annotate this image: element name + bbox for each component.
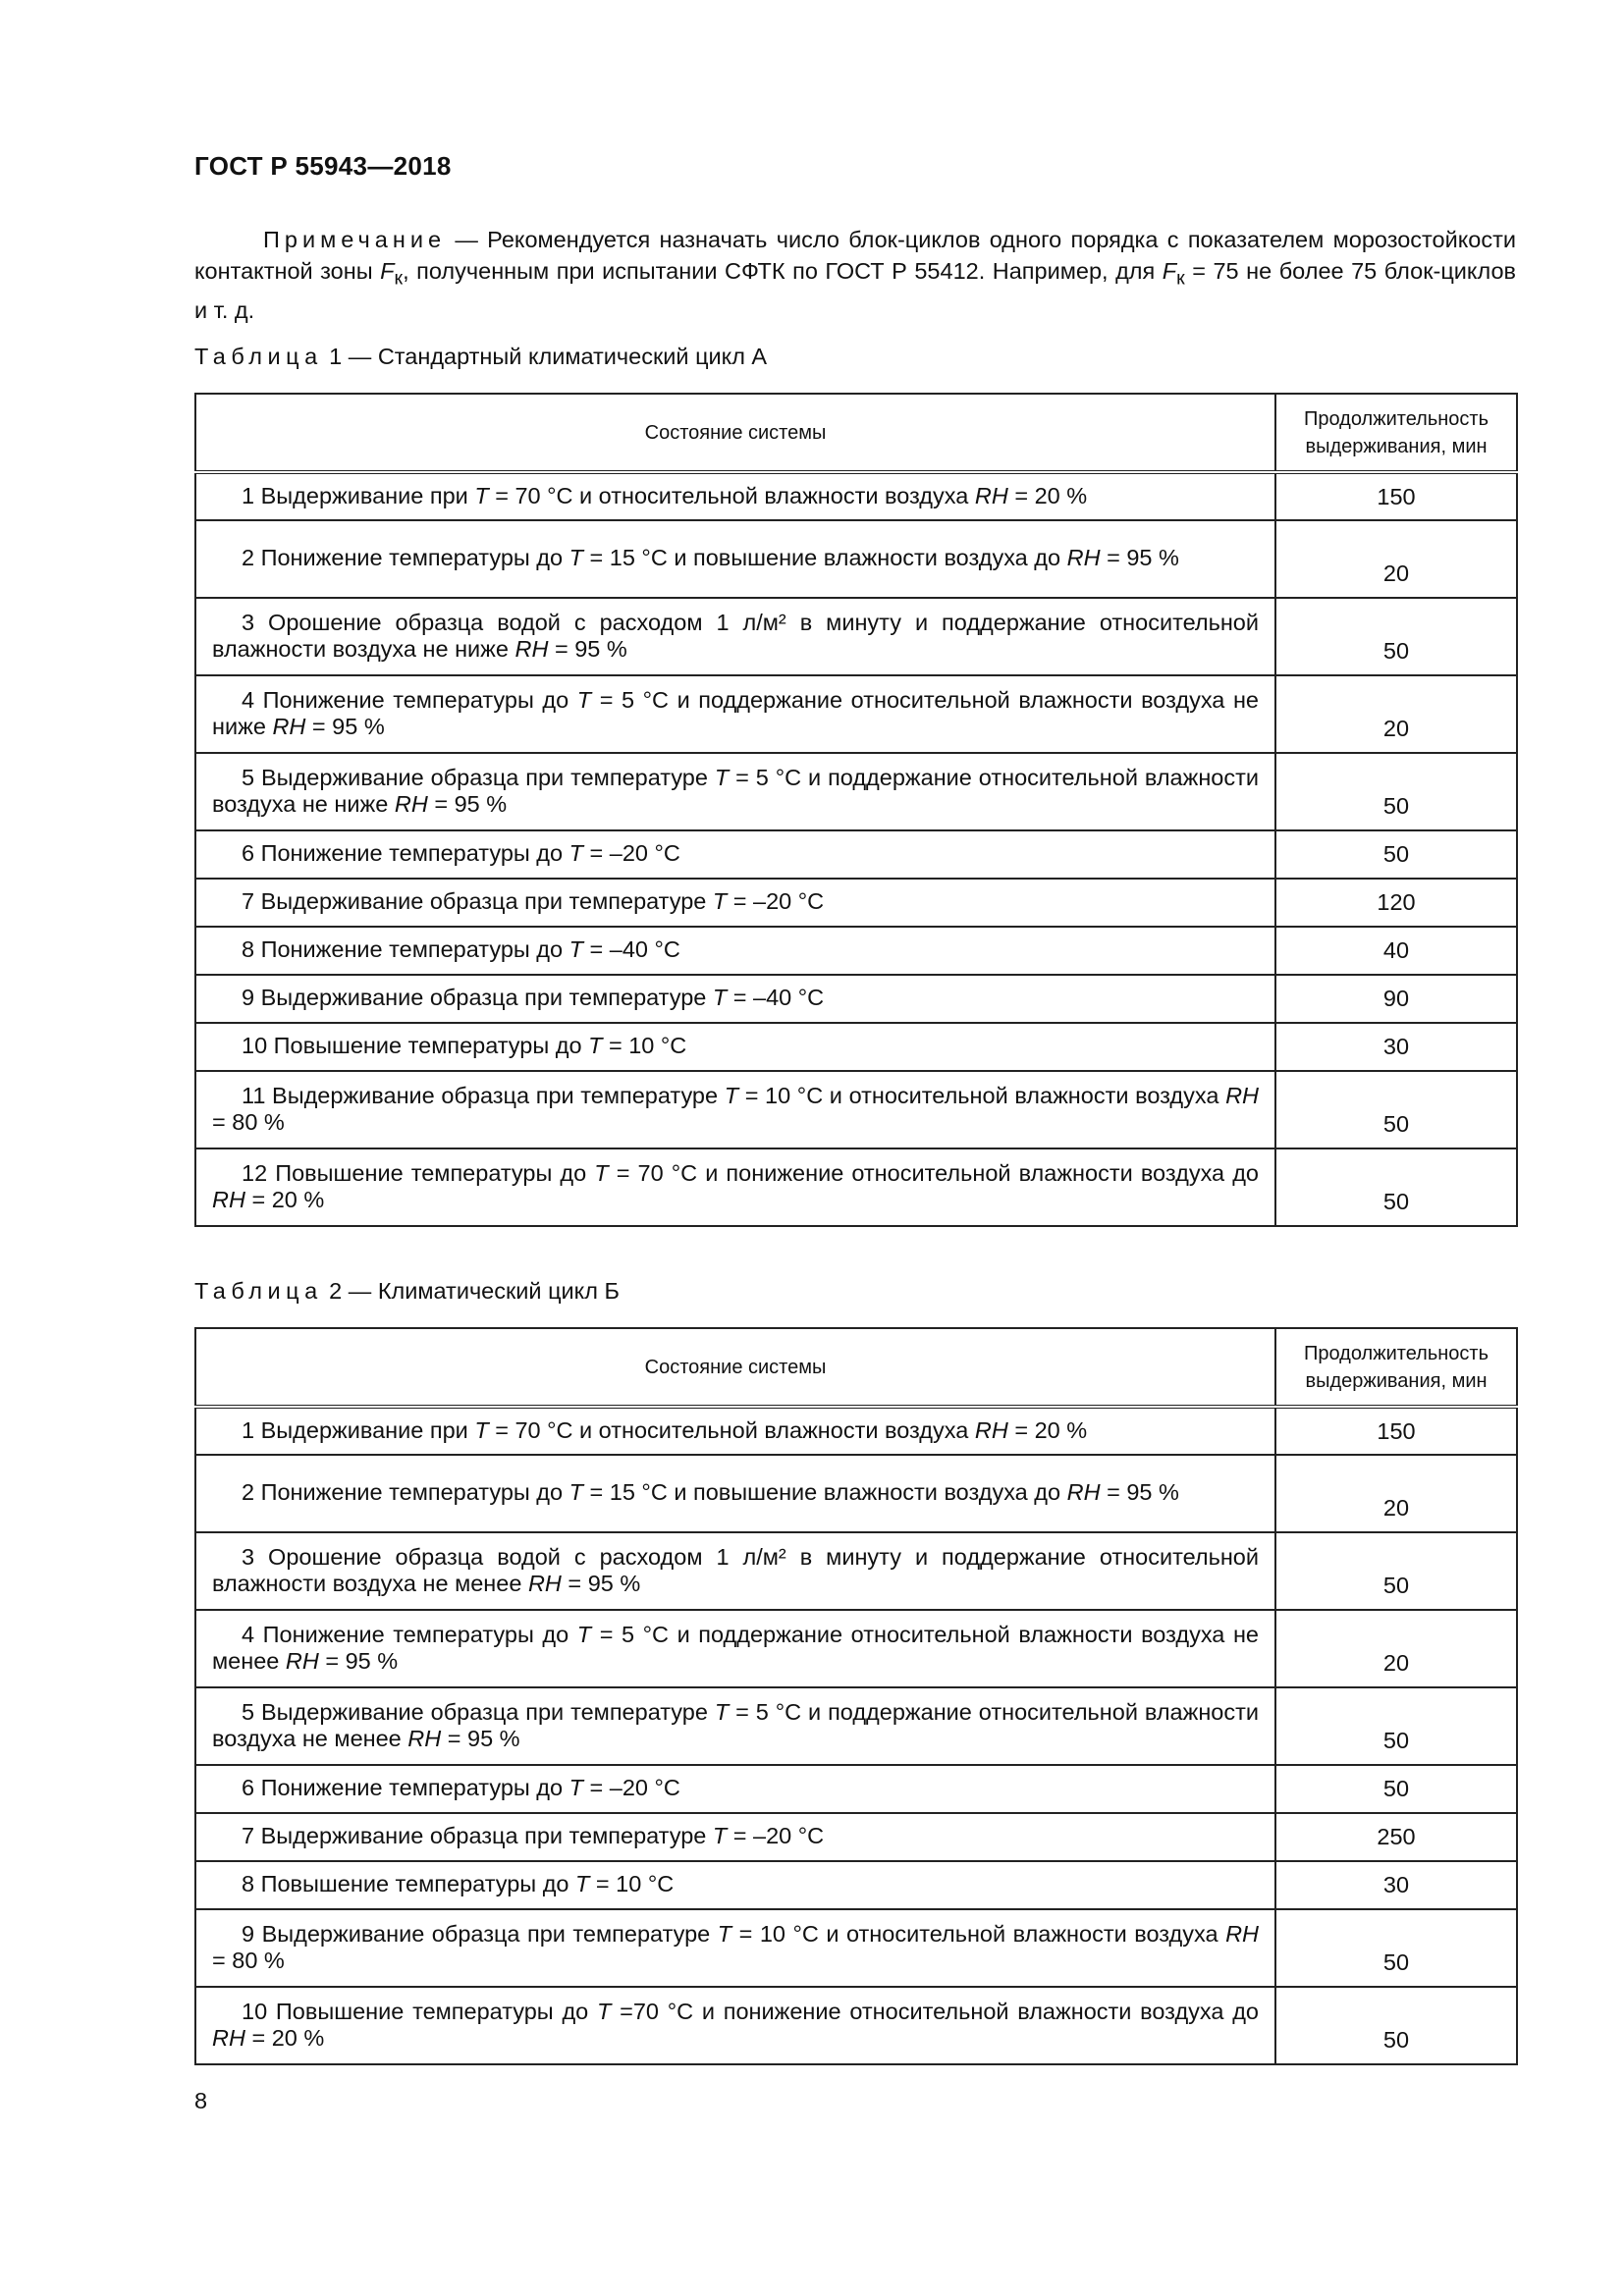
table-row: [195, 1071, 1517, 1148]
row-duration: 50: [1275, 1687, 1517, 1765]
row-description: 10 Повышение температуры до T = 10 °С: [195, 1023, 1275, 1071]
row-description: 4 Понижение температуры до T = 5 °С и поддержание относительной влажности воздуха не менее RH = 95 %: [195, 1610, 1275, 1687]
table-row: [195, 975, 1517, 1023]
table1-col-duration-line1: Продолжительность: [1304, 407, 1489, 430]
table-row: [195, 879, 1517, 927]
row-description: 4 Понижение температуры до T = 5 °С и поддержание относительной влажности воздуха не ниже RH = 95 %: [195, 675, 1275, 753]
table-row: [195, 472, 1517, 520]
table1-col-state: Состояние системы: [195, 394, 1275, 472]
table-row: [195, 1861, 1517, 1909]
table1-caption: [194, 344, 767, 370]
row-description: 2 Понижение температуры до T = 15 °С и повышение влажности воздуха до RH = 95 %: [195, 1455, 1275, 1532]
table1-caption-text: 1 — Стандартный климатический цикл А: [322, 344, 768, 369]
f-subscript: к: [394, 267, 404, 290]
table-row: [195, 1407, 1517, 1455]
table1-header-row: [195, 394, 1517, 472]
row-duration: 50: [1275, 1765, 1517, 1813]
row-description: 7 Выдерживание образца при температуре T = –20 °С: [195, 879, 1275, 927]
f-symbol: F: [380, 258, 395, 284]
row-duration: 150: [1275, 1407, 1517, 1455]
row-duration: 50: [1275, 1987, 1517, 2064]
row-duration: 20: [1275, 1455, 1517, 1532]
table-row: [195, 1987, 1517, 2064]
table2-caption-label: Таблица: [194, 1278, 323, 1304]
table2-body: [195, 1407, 1517, 2064]
row-description: 11 Выдерживание образца при температуре T = 10 °С и относительной влажности воздуха RH = 80 %: [195, 1071, 1275, 1148]
row-duration: 20: [1275, 520, 1517, 598]
row-description: 5 Выдерживание образца при температуре T = 5 °С и поддержание относительной влажности воздуха не ниже RH = 95 %: [195, 753, 1275, 830]
row-description: 9 Выдерживание образца при температуре T = 10 °С и относительной влажности воздуха RH = 80 %: [195, 1909, 1275, 1987]
note-text-1: — Рекомендуется назначать число блок-циклов одного порядка с показателем морозостойкости контактной зоны: [194, 227, 1516, 284]
f-symbol-2: F: [1162, 258, 1177, 284]
table-row: [195, 1687, 1517, 1765]
document-header: ГОСТ Р 55943—2018: [194, 151, 452, 181]
table-2: [194, 1327, 1518, 2065]
row-duration: 120: [1275, 879, 1517, 927]
table1-body: [195, 472, 1517, 1226]
row-description: 5 Выдерживание образца при температуре T = 5 °С и поддержание относительной влажности воздуха не менее RH = 95 %: [195, 1687, 1275, 1765]
table-row: [195, 753, 1517, 830]
table2-caption-text: 2 — Климатический цикл Б: [322, 1278, 620, 1304]
table2-header-row: [195, 1328, 1517, 1407]
f-subscript-2: к: [1176, 267, 1185, 290]
row-duration: 30: [1275, 1023, 1517, 1071]
row-description: 3 Орошение образца водой с расходом 1 л/м² в минуту и поддержание относительной влажности воздуха не менее RH = 95 %: [195, 1532, 1275, 1610]
row-description: 3 Орошение образца водой с расходом 1 л/м² в минуту и поддержание относительной влажности воздуха не ниже RH = 95 %: [195, 598, 1275, 675]
table-row: [195, 1765, 1517, 1813]
row-description: 1 Выдерживание при T = 70 °С и относительной влажности воздуха RH = 20 %: [195, 472, 1275, 520]
table2-col-state: Состояние системы: [195, 1328, 1275, 1407]
note-paragraph: [194, 224, 1516, 326]
row-duration: 50: [1275, 598, 1517, 675]
table-row: [195, 1148, 1517, 1226]
row-duration: 50: [1275, 830, 1517, 879]
table-row: [195, 1813, 1517, 1861]
table-row: [195, 1455, 1517, 1532]
table-row: [195, 1023, 1517, 1071]
row-description: 8 Понижение температуры до T = –40 °С: [195, 927, 1275, 975]
row-duration: 90: [1275, 975, 1517, 1023]
note-label: Примечание: [263, 227, 447, 252]
page-number: 8: [194, 2088, 208, 2113]
row-description: 10 Повышение температуры до T =70 °С и понижение относительной влажности воздуха до RH = 20 %: [195, 1987, 1275, 2064]
table-row: [195, 520, 1517, 598]
row-duration: 30: [1275, 1861, 1517, 1909]
row-description: 2 Понижение температуры до T = 15 °С и повышение влажности воздуха до RH = 95 %: [195, 520, 1275, 598]
table-row: [195, 830, 1517, 879]
row-duration: 50: [1275, 1071, 1517, 1148]
row-duration: 50: [1275, 1909, 1517, 1987]
table-row: [195, 1610, 1517, 1687]
table-row: [195, 927, 1517, 975]
row-duration: 20: [1275, 1610, 1517, 1687]
table1-col-duration-line2: выдерживания, мин: [1305, 435, 1488, 457]
table-1: [194, 393, 1518, 1227]
row-description: 6 Понижение температуры до T = –20 °С: [195, 1765, 1275, 1813]
table-row: [195, 675, 1517, 753]
table-row: [195, 1532, 1517, 1610]
table1-caption-label: Таблица: [194, 344, 323, 369]
table2-col-duration-line2: выдерживания, мин: [1305, 1369, 1488, 1392]
row-duration: 40: [1275, 927, 1517, 975]
row-description: 12 Повышение температуры до T = 70 °С и понижение относительной влажности воздуха до RH = 20 %: [195, 1148, 1275, 1226]
table-row: [195, 1909, 1517, 1987]
row-duration: 20: [1275, 675, 1517, 753]
table2-col-duration-line1: Продолжительность: [1304, 1342, 1489, 1364]
row-duration: 50: [1275, 1148, 1517, 1226]
row-description: 6 Понижение температуры до T = –20 °С: [195, 830, 1275, 879]
row-description: 8 Повышение температуры до T = 10 °С: [195, 1861, 1275, 1909]
table-row: [195, 598, 1517, 675]
row-duration: 50: [1275, 1532, 1517, 1610]
row-duration: 250: [1275, 1813, 1517, 1861]
row-description: 9 Выдерживание образца при температуре T = –40 °С: [195, 975, 1275, 1023]
table1-col-duration: [1275, 394, 1517, 472]
row-duration: 50: [1275, 753, 1517, 830]
row-description: 1 Выдерживание при T = 70 °С и относительной влажности воздуха RH = 20 %: [195, 1407, 1275, 1455]
note-text-2: , полученным при испытании СФТК по ГОСТ Р 55412. Например, для: [403, 258, 1163, 284]
row-description: 7 Выдерживание образца при температуре T = –20 °С: [195, 1813, 1275, 1861]
note-text-3: = 75 не более 75 блок-циклов и т. д.: [194, 258, 1516, 323]
table2-col-duration: [1275, 1328, 1517, 1407]
table2-caption: [194, 1278, 620, 1305]
row-duration: 150: [1275, 472, 1517, 520]
